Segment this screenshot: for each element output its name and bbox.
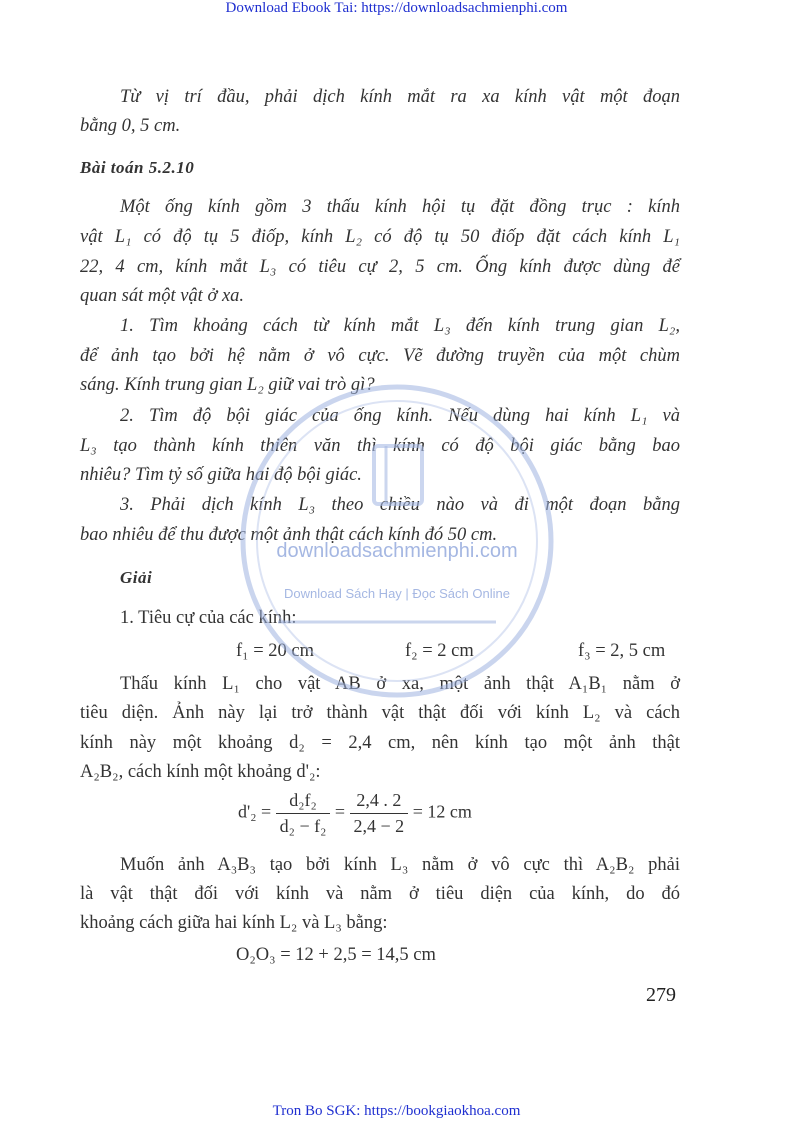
problem-line-4: quan sát một vật ở xa. [80, 286, 245, 306]
eq-num-2: 2,4 . 2 [350, 790, 409, 814]
solution-line-1: 1. Tiêu cự của các kính: [120, 608, 297, 628]
problem-line-9: L₃ tạo thành kính thiên văn thì kính có độ bội giác bằng bao [80, 436, 680, 456]
para1-line-1: Thấu kính L₁ cho vật AB ở xa, một ảnh thật A₁B₁ nằm ở [120, 674, 680, 694]
equation-image-distance [238, 790, 472, 837]
problem-title: Bài toán 5.2.10 [80, 158, 195, 177]
problem-line-11: 3. Phải dịch kính L₃ theo chiều nào và đi một đoạn bằng [120, 495, 680, 515]
problem-line-8: 2. Tìm độ bội giác của ống kính. Nếu dùng hai kính L₁ và [120, 406, 680, 426]
para1-line-3: kính này một khoảng d₂ = 2,4 cm, nên kính tạo một ảnh thật [80, 733, 680, 753]
intro-line-2: bằng 0, 5 cm. [80, 116, 181, 136]
eq-den-1: d₂ − f₂ [279, 816, 327, 836]
para2-line-1: Muốn ảnh A₃B₃ tạo bởi kính L₃ nằm ở vô cực thì A₂B₂ phải [120, 855, 680, 875]
para1-line-2: tiêu diện. Ảnh này lại trở thành vật thật đối với kính L₂ và cách [80, 703, 680, 723]
focal-f3: f₃ = 2, 5 cm [578, 641, 666, 661]
eq-result: = 12 cm [412, 801, 472, 822]
problem-line-2: vật L₁ có độ tụ 5 điốp, kính L₂ có độ tụ 50 điốp đặt cách kính L₁ [80, 227, 680, 247]
solution-title: Giải [120, 568, 153, 587]
intro-line-1: Từ vị trí đầu, phải dịch kính mắt ra xa kính vật một đoạn [120, 87, 680, 107]
eq-den-2: 2,4 − 2 [353, 816, 405, 836]
problem-line-10: nhiêu? Tìm tỷ số giữa hai độ bội giác. [80, 465, 362, 485]
equation-distance-o2o3: O₂O₃ = 12 + 2,5 = 14,5 cm [236, 945, 436, 965]
focal-f1: f₁ = 20 cm [236, 641, 315, 661]
problem-line-7: sáng. Kính trung gian L₂ giữ vai trò gì? [80, 375, 375, 395]
para2-line-3: khoảng cách giữa hai kính L₂ và L₃ bằng: [80, 913, 388, 933]
header-download-link[interactable]: Download Ebook Tai: https://downloadsachmienphi.com [225, 0, 568, 16]
eq-fraction-2 [350, 790, 409, 837]
eq-lhs: d'₂ = [238, 801, 272, 822]
problem-line-1: Một ống kính gồm 3 thấu kính hội tụ đặt đồng trục : kính [120, 197, 680, 217]
eq-equals: = [334, 801, 346, 822]
footer-sgk-link[interactable]: Tron Bo SGK: https://bookgiaokhoa.com [272, 1103, 521, 1119]
problem-line-12: bao nhiêu để thu được một ảnh thật cách kính đó 50 cm. [80, 525, 498, 545]
problem-line-5: 1. Tìm khoảng cách từ kính mắt L₃ đến kính trung gian L₂, [120, 316, 680, 336]
watermark-site: downloadsachmienphi.com [276, 540, 518, 562]
watermark-tagline: Download Sách Hay | Đọc Sách Online [284, 586, 510, 601]
page-number: 279 [646, 984, 676, 1006]
eq-num-1: d₂f₂ [276, 790, 331, 814]
problem-line-6: để ảnh tạo bởi hệ nằm ở vô cực. Vẽ đường truyền của một chùm [80, 346, 680, 366]
eq-fraction-1 [276, 790, 331, 837]
focal-f2: f₂ = 2 cm [405, 641, 474, 661]
para1-line-4: A₂B₂, cách kính một khoảng d'₂: [80, 762, 321, 782]
problem-line-3: 22, 4 cm, kính mắt L₃ có tiêu cự 2, 5 cm. Ống kính được dùng để [80, 257, 680, 277]
para2-line-2: là vật thật đối với kính và nằm ở tiêu diện của kính, do đó [80, 884, 680, 904]
